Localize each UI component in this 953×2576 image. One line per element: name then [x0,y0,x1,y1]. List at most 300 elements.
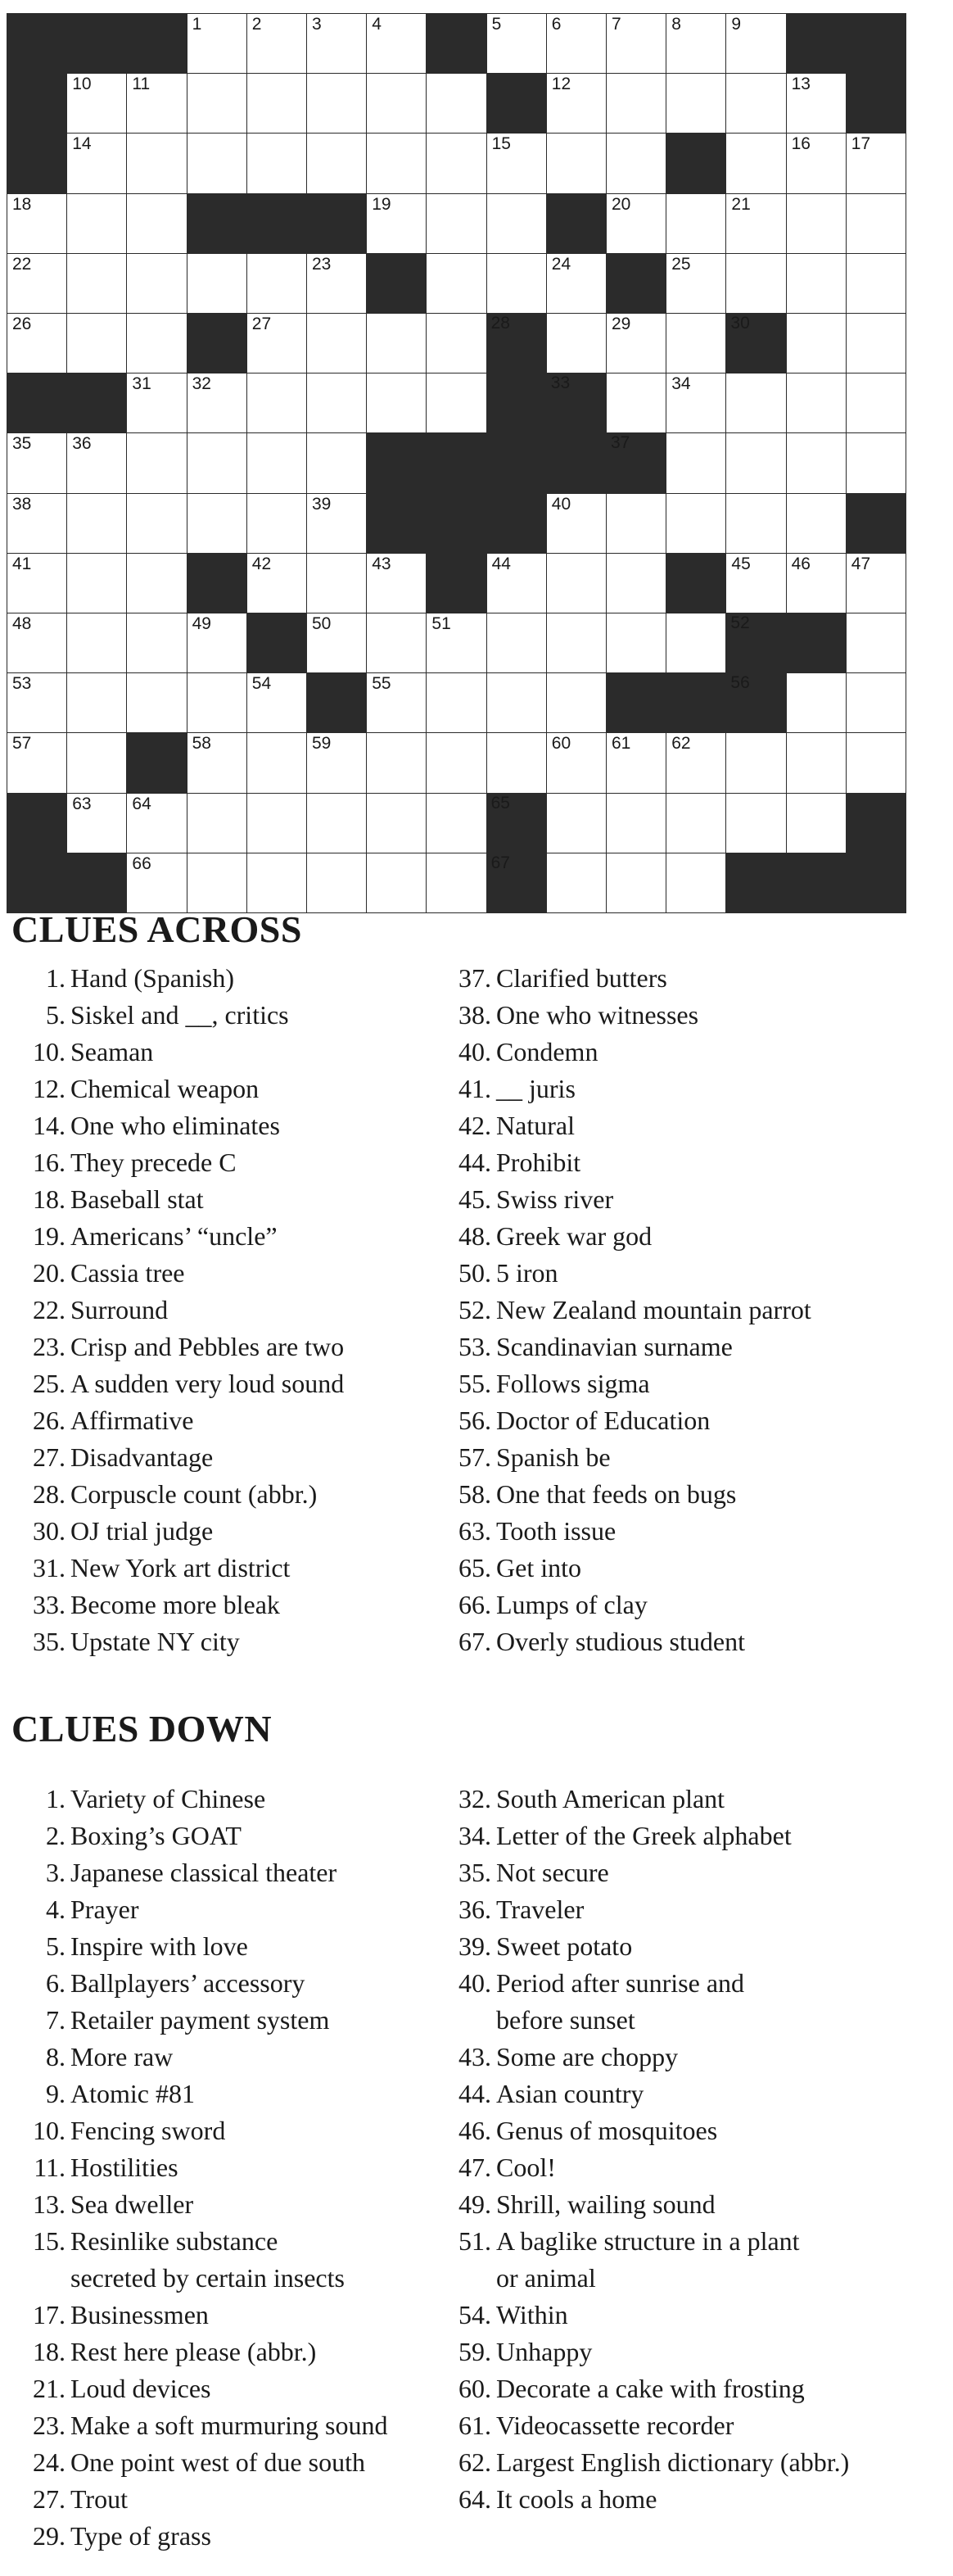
clue-item [0,2481,467,2518]
grid-cell[interactable] [126,313,187,373]
grid-cell[interactable] [666,853,726,913]
clue-text: One who eliminates [70,1111,280,1140]
grid-cell[interactable] [126,73,187,134]
clue-text: Lumps of clay [496,1590,648,1619]
grid-cell[interactable] [187,13,247,74]
block-cell [606,672,666,733]
clue-text: Overly studious student [496,1627,745,1656]
clue-number: 30. [33,1516,65,1546]
grid-cell[interactable] [725,493,786,554]
grid-cell[interactable] [846,373,906,433]
grid-cell[interactable] [306,13,367,74]
grid-cell[interactable] [786,732,847,793]
grid-cell[interactable] [66,432,127,493]
grid-cell[interactable] [246,793,307,853]
block-cell [426,493,486,554]
clue-number: 45. [458,1184,491,1214]
grid-cell[interactable] [486,613,547,673]
grid-cell[interactable] [7,193,67,254]
grid-cell[interactable] [187,853,247,913]
grid-cell[interactable] [66,732,127,793]
clue-item [426,1965,950,2039]
clue-item [0,2186,467,2223]
grid-cell[interactable] [606,373,666,433]
cell-number: 30 [730,314,750,333]
grid-cell[interactable] [725,553,786,613]
grid-cell[interactable] [66,672,127,733]
grid-cell[interactable] [606,133,666,193]
grid-cell[interactable] [846,672,906,733]
grid-cell[interactable] [426,313,486,373]
clue-text: They precede C [70,1148,237,1177]
grid-cell[interactable] [606,853,666,913]
grid-cell[interactable] [426,373,486,433]
grid-cell[interactable] [786,553,847,613]
grid-cell[interactable] [546,853,607,913]
grid-cell[interactable] [666,73,726,134]
grid-cell[interactable] [126,793,187,853]
clue-item [426,2370,950,2407]
crossword-grid [7,13,906,912]
grid-cell[interactable] [486,672,547,733]
grid-cell[interactable] [7,732,67,793]
clue-item [0,1255,467,1292]
block-cell [426,13,486,74]
grid-cell[interactable] [7,672,67,733]
clue-text: Resinlike substance secreted by certain insects [70,2226,345,2293]
clue-text: Hand (Spanish) [70,963,234,993]
grid-cell[interactable] [846,613,906,673]
grid-cell[interactable] [606,13,666,74]
clue-text: Chemical weapon [70,1074,260,1103]
grid-cell[interactable] [725,253,786,314]
clue-item [426,2076,950,2112]
clue-text: Decorate a cake with frosting [496,2374,805,2403]
grid-cell[interactable] [725,133,786,193]
grid-cell[interactable] [7,432,67,493]
clue-item [426,1365,950,1402]
block-cell [7,853,67,913]
grid-cell[interactable] [126,253,187,314]
grid-cell[interactable] [187,793,247,853]
clue-item [0,1513,467,1550]
grid-cell[interactable] [486,253,547,314]
grid-cell[interactable] [126,853,187,913]
grid-cell[interactable] [846,313,906,373]
across-heading: CLUES ACROSS [11,908,302,950]
clue-text: __ juris [496,1074,576,1103]
grid-cell[interactable] [606,73,666,134]
grid-cell[interactable] [366,853,427,913]
grid-cell[interactable] [366,13,427,74]
grid-cell[interactable] [66,613,127,673]
clue-text: Rest here please (abbr.) [70,2337,317,2366]
clue-number: 24. [33,2447,65,2477]
grid-cell[interactable] [666,493,726,554]
clue-text: Largest English dictionary (abbr.) [496,2447,850,2477]
clue-number: 2. [46,1821,65,1850]
grid-cell[interactable] [306,432,367,493]
grid-cell[interactable] [246,493,307,554]
block-cell [546,373,607,433]
clue-text: Not secure [496,1858,609,1887]
grid-cell[interactable] [366,793,427,853]
grid-cell[interactable] [66,793,127,853]
grid-cell[interactable] [66,253,127,314]
clue-item [0,1550,467,1587]
clue-text: Unhappy [496,2337,593,2366]
clue-number: 10. [33,2116,65,2145]
grid-cell[interactable] [306,732,367,793]
grid-cell[interactable] [486,553,547,613]
clue-item [0,2223,467,2297]
clue-text: More raw [70,2042,174,2071]
clue-number: 57. [458,1442,491,1472]
cell-number: 4 [372,15,382,34]
block-cell [7,373,67,433]
clue-number: 23. [33,1332,65,1361]
cell-number: 48 [12,614,32,633]
grid-cell[interactable] [606,793,666,853]
grid-cell[interactable] [7,313,67,373]
cell-number: 58 [192,734,211,754]
cell-number: 45 [731,554,751,573]
grid-cell[interactable] [725,793,786,853]
grid-cell[interactable] [606,732,666,793]
grid-cell[interactable] [666,613,726,673]
grid-cell[interactable] [246,853,307,913]
grid-cell[interactable] [546,133,607,193]
grid-cell[interactable] [486,13,547,74]
clue-item [0,1965,467,2002]
grid-cell[interactable] [306,793,367,853]
cell-number: 56 [730,673,750,693]
cell-number: 27 [251,315,272,333]
grid-cell[interactable] [725,432,786,493]
clue-text: Scandinavian surname [496,1332,733,1361]
grid-cell[interactable] [426,793,486,853]
clue-number: 37. [458,963,491,993]
cell-number: 6 [551,15,562,34]
clue-number: 63. [458,1516,491,1546]
clue-item [0,997,467,1034]
grid-cell[interactable] [486,732,547,793]
grid-cell[interactable] [7,253,67,314]
grid-cell[interactable] [606,193,666,254]
block-cell [66,373,127,433]
grid-cell[interactable] [786,253,847,314]
grid-cell[interactable] [666,793,726,853]
clue-item [426,1107,950,1144]
grid-cell[interactable] [786,193,847,254]
grid-cell[interactable] [366,553,427,613]
clue-item [0,1218,467,1255]
clue-text: South American plant [496,1784,725,1813]
grid-cell[interactable] [725,373,786,433]
clue-text: Loud devices [70,2374,211,2403]
clue-text: Clarified butters [496,963,667,993]
clue-number: 18. [33,2337,65,2366]
cell-number: 11 [132,75,151,94]
grid-cell[interactable] [246,133,307,193]
block-cell [666,672,726,733]
grid-cell[interactable] [66,193,127,254]
clue-number: 32. [458,1784,491,1813]
grid-cell[interactable] [486,133,547,193]
clue-item [0,1071,467,1107]
grid-cell[interactable] [246,13,307,74]
grid-cell[interactable] [246,313,307,373]
grid-cell[interactable] [666,253,726,314]
cell-number: 33 [550,373,571,393]
clue-item [426,1928,950,1965]
grid-cell[interactable] [426,73,486,134]
cell-number: 1 [192,15,202,34]
clue-item [426,1439,950,1476]
grid-cell[interactable] [546,313,607,373]
cell-number: 59 [312,734,332,754]
grid-cell[interactable] [187,432,247,493]
grid-cell[interactable] [187,253,247,314]
grid-cell[interactable] [666,432,726,493]
grid-cell[interactable] [66,73,127,134]
cell-number: 5 [491,15,502,34]
clue-text: Ballplayers’ accessory [70,1968,305,1998]
grid-cell[interactable] [66,493,127,554]
grid-cell[interactable] [725,73,786,134]
grid-cell[interactable] [246,432,307,493]
clue-item [426,1891,950,1928]
grid-cell[interactable] [126,493,187,554]
grid-cell[interactable] [546,793,607,853]
block-cell [786,853,847,913]
grid-cell[interactable] [306,493,367,554]
grid-cell[interactable] [246,73,307,134]
grid-cell[interactable] [187,133,247,193]
grid-cell[interactable] [606,493,666,554]
grid-cell[interactable] [546,613,607,673]
grid-cell[interactable] [66,553,127,613]
cell-number: 44 [491,554,511,573]
grid-cell[interactable] [786,432,847,493]
grid-cell[interactable] [66,133,127,193]
clue-text: Trout [70,2484,128,2514]
block-cell [486,73,547,134]
clue-number: 26. [33,1406,65,1435]
grid-cell[interactable] [366,73,427,134]
grid-cell[interactable] [786,313,847,373]
grid-cell[interactable] [846,432,906,493]
grid-cell[interactable] [426,253,486,314]
grid-cell[interactable] [306,373,367,433]
clue-number: 28. [33,1479,65,1509]
grid-cell[interactable] [126,193,187,254]
clue-text: Get into [496,1553,581,1582]
grid-cell[interactable] [366,313,427,373]
clue-item [0,1623,467,1660]
cell-number: 26 [12,315,32,333]
grid-cell[interactable] [666,313,726,373]
grid-cell[interactable] [306,853,367,913]
grid-cell[interactable] [725,732,786,793]
clue-item [0,1854,467,1891]
grid-cell[interactable] [306,133,367,193]
clue-number: 3. [46,1858,65,1887]
grid-cell[interactable] [846,253,906,314]
grid-cell[interactable] [786,793,847,853]
grid-cell[interactable] [366,672,427,733]
grid-cell[interactable] [246,732,307,793]
grid-cell[interactable] [187,732,247,793]
grid-cell[interactable] [546,493,607,554]
grid-cell[interactable] [666,193,726,254]
block-cell [246,613,307,673]
grid-cell[interactable] [846,732,906,793]
grid-cell[interactable] [846,133,906,193]
grid-cell[interactable] [606,313,666,373]
clue-item [0,960,467,997]
grid-cell[interactable] [126,553,187,613]
cell-number: 46 [791,554,811,573]
grid-cell[interactable] [187,672,247,733]
clue-item [426,2223,950,2297]
grid-cell[interactable] [306,253,367,314]
clue-number: 29. [33,2521,65,2551]
cell-number: 12 [551,75,571,94]
clue-number: 65. [458,1553,491,1582]
grid-cell[interactable] [786,133,847,193]
grid-cell[interactable] [366,613,427,673]
grid-cell[interactable] [546,73,607,134]
cell-number: 50 [312,614,332,633]
clue-text: Make a soft murmuring sound [70,2411,388,2440]
grid-cell[interactable] [426,193,486,254]
grid-cell[interactable] [426,732,486,793]
cell-number: 35 [12,434,32,454]
grid-cell[interactable] [306,73,367,134]
grid-cell[interactable] [246,373,307,433]
clue-number: 5. [46,1931,65,1961]
grid-cell[interactable] [187,613,247,673]
block-cell [725,672,786,733]
grid-cell[interactable] [246,553,307,613]
grid-cell[interactable] [306,313,367,373]
clue-item [426,1144,950,1181]
grid-cell[interactable] [606,613,666,673]
grid-cell[interactable] [7,553,67,613]
grid-cell[interactable] [546,13,607,74]
grid-cell[interactable] [306,613,367,673]
clue-item [0,2518,467,2555]
grid-cell[interactable] [426,613,486,673]
clue-item [0,1781,467,1818]
block-cell [66,853,127,913]
grid-cell[interactable] [126,373,187,433]
grid-cell[interactable] [126,133,187,193]
clue-number: 62. [458,2447,491,2477]
clue-text: 5 iron [496,1258,558,1288]
grid-cell[interactable] [666,373,726,433]
grid-cell[interactable] [126,672,187,733]
grid-cell[interactable] [366,732,427,793]
clue-item [0,1476,467,1513]
block-cell [546,193,607,254]
cell-number: 19 [372,194,391,214]
clue-text: Some are choppy [496,2042,679,2071]
grid-cell[interactable] [846,193,906,254]
cell-number: 47 [851,554,871,573]
grid-cell[interactable] [725,13,786,74]
grid-cell[interactable] [187,73,247,134]
clue-number: 27. [33,1442,65,1472]
grid-cell[interactable] [606,553,666,613]
grid-cell[interactable] [546,253,607,314]
clue-number: 18. [33,1184,65,1214]
clue-number: 14. [33,1111,65,1140]
grid-cell[interactable] [786,73,847,134]
grid-cell[interactable] [546,672,607,733]
clue-text: A sudden very loud sound [70,1369,345,1398]
clue-number: 38. [458,1000,491,1030]
grid-cell[interactable] [366,373,427,433]
clue-text: One point west of due south [70,2447,365,2477]
clue-text: Type of grass [70,2521,211,2551]
clue-number: 1. [46,1784,65,1813]
grid-cell[interactable] [187,493,247,554]
grid-cell[interactable] [126,613,187,673]
grid-cell[interactable] [246,253,307,314]
clue-number: 44. [458,2079,491,2108]
clue-item [426,1181,950,1218]
grid-cell[interactable] [66,313,127,373]
grid-cell[interactable] [786,672,847,733]
cell-number: 67 [490,853,510,872]
grid-cell[interactable] [7,613,67,673]
grid-cell[interactable] [426,853,486,913]
clue-item [0,1292,467,1329]
grid-cell[interactable] [786,493,847,554]
clue-item [0,1365,467,1402]
grid-cell[interactable] [246,672,307,733]
grid-cell[interactable] [666,732,726,793]
grid-cell[interactable] [546,553,607,613]
grid-cell[interactable] [725,193,786,254]
clue-text: Businessmen [70,2300,209,2329]
clue-number: 9. [46,2079,65,2108]
grid-cell[interactable] [426,672,486,733]
clue-text: A baglike structure in a plant or animal [496,2226,800,2293]
block-cell [486,793,547,853]
grid-cell[interactable] [306,553,367,613]
clue-item [426,2407,950,2444]
clue-number: 56. [458,1406,491,1435]
grid-cell[interactable] [426,133,486,193]
clue-number: 53. [458,1332,491,1361]
down-clues-right [426,1781,950,2518]
grid-cell[interactable] [666,13,726,74]
grid-cell[interactable] [187,373,247,433]
clue-item [0,1402,467,1439]
grid-cell[interactable] [546,732,607,793]
grid-cell[interactable] [786,373,847,433]
grid-cell[interactable] [366,193,427,254]
clue-text: Disadvantage [70,1442,214,1472]
grid-cell[interactable] [126,432,187,493]
grid-cell[interactable] [846,553,906,613]
grid-cell[interactable] [7,493,67,554]
grid-cell[interactable] [486,193,547,254]
grid-cell[interactable] [366,133,427,193]
